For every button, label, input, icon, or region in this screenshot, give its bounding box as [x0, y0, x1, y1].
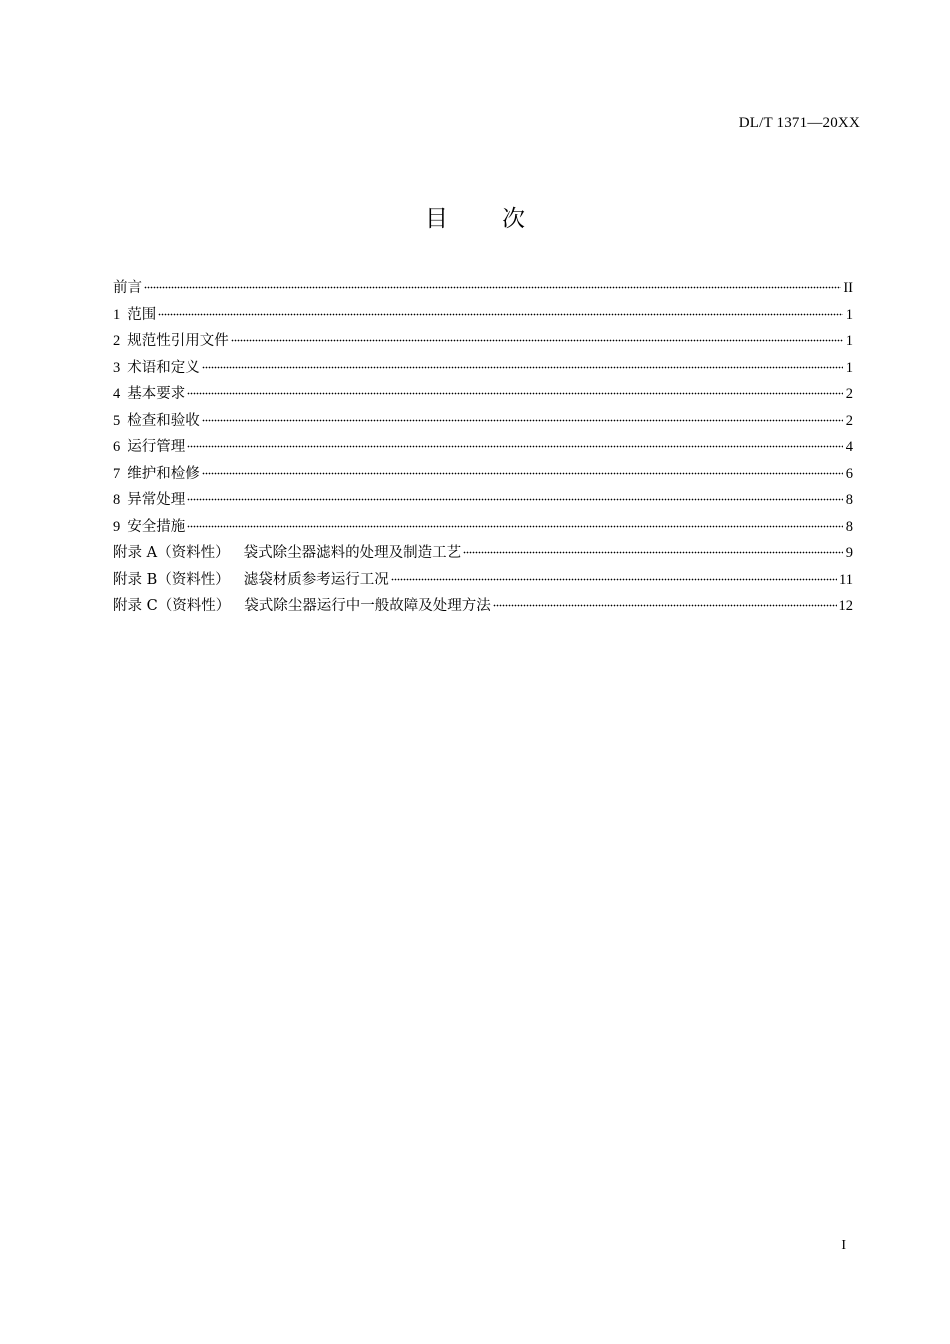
- toc-entry-number: 6: [113, 439, 121, 455]
- toc-entry-8[interactable]: [113, 489, 853, 516]
- toc-entry-page: 8: [845, 518, 853, 535]
- toc-entry-label: 维护和检修: [127, 465, 200, 482]
- toc-leader-dots: [202, 357, 843, 369]
- toc-entry-label-group: [113, 357, 200, 379]
- toc-entry-label: 规范性引用文件: [127, 333, 229, 349]
- toc-entry-page: 8: [845, 492, 853, 508]
- toc-entry-label: 异常处理: [127, 492, 186, 508]
- toc-entry-7[interactable]: [113, 463, 853, 490]
- toc-entry-label: 安全措施: [127, 518, 186, 535]
- toc-entry-page: 2: [845, 412, 853, 429]
- toc-leader-dots: [158, 304, 843, 316]
- toc-entry-page: 1: [845, 333, 853, 349]
- toc-entry-label-group: [113, 410, 200, 432]
- toc-entry-2[interactable]: [113, 330, 853, 357]
- toc-entry-1[interactable]: [113, 304, 853, 331]
- toc-leader-dots: [493, 595, 837, 607]
- toc-entry-label: 袋式除尘器滤料的处理及制造工艺: [243, 545, 462, 561]
- toc-entry-page: 1: [845, 359, 853, 376]
- toc-entry-label-group: [113, 569, 389, 591]
- toc-entry-label: 运行管理: [127, 439, 186, 455]
- toc-leader-dots: [187, 516, 843, 528]
- toc-entry-5[interactable]: [113, 410, 853, 437]
- toc-appendix-tag: 附录 C（资料性）: [113, 598, 231, 614]
- toc-leader-dots: [391, 569, 837, 581]
- title-char-2: 次: [502, 206, 525, 232]
- toc-entry-label: 前言: [113, 280, 142, 296]
- toc-entry-number: 2: [113, 333, 121, 349]
- toc-entry-page: 4: [845, 439, 853, 455]
- toc-entry-number: 5: [113, 412, 121, 429]
- toc-leader-dots: [187, 489, 843, 501]
- toc-entry-label-group: [113, 595, 491, 617]
- toc-entry-label: 基本要求: [127, 386, 186, 402]
- toc-leader-dots: [144, 277, 841, 289]
- table-of-contents: [113, 277, 853, 622]
- toc-entry-label: 术语和定义: [127, 359, 200, 376]
- toc-entry-label-group: [113, 330, 229, 352]
- toc-entry-page: 6: [845, 465, 853, 482]
- toc-entry-number: 1: [113, 306, 121, 323]
- toc-entry-label: 袋式除尘器运行中一般故障及处理方法: [244, 598, 491, 614]
- toc-entry-3[interactable]: [113, 357, 853, 384]
- toc-appendix-tag: 附录 B（资料性）: [113, 571, 230, 588]
- toc-leader-dots: [202, 410, 843, 422]
- toc-entry-page: II: [843, 280, 853, 296]
- toc-entry-label-group: [113, 542, 461, 564]
- toc-leader-dots: [187, 436, 843, 448]
- toc-entry-label-group: [113, 463, 200, 485]
- toc-entry-label-group: [113, 383, 185, 405]
- toc-entry-page: 12: [838, 598, 853, 614]
- toc-entry-number: 8: [113, 492, 121, 508]
- toc-entry-label-group: [113, 304, 156, 326]
- toc-entry-number: 4: [113, 386, 121, 402]
- toc-leader-dots: [202, 463, 843, 475]
- page-title: [0, 200, 950, 233]
- document-code: DL/T 1371—20XX: [738, 115, 860, 131]
- page-number: I: [841, 1238, 846, 1253]
- toc-entry-label: 检查和验收: [127, 412, 200, 429]
- toc-entry-appendix-b[interactable]: [113, 569, 853, 596]
- toc-entry-appendix-a[interactable]: [113, 542, 853, 569]
- toc-entry-page: 1: [845, 306, 853, 323]
- toc-entry-number: 3: [113, 359, 121, 376]
- toc-leader-dots: [231, 330, 843, 342]
- toc-entry-page: 2: [845, 386, 853, 402]
- toc-entry-4[interactable]: [113, 383, 853, 410]
- toc-entry-label-group: [113, 489, 185, 511]
- toc-entry-label: 范围: [127, 306, 157, 323]
- toc-entry-6[interactable]: [113, 436, 853, 463]
- toc-leader-dots: [463, 542, 843, 554]
- toc-entry-page: 9: [845, 545, 853, 561]
- toc-entry-page: 11: [839, 571, 853, 588]
- toc-entry-label-group: [113, 436, 185, 458]
- toc-entry-number: 9: [113, 518, 121, 535]
- toc-leader-dots: [187, 383, 843, 395]
- toc-entry-foreword[interactable]: [113, 277, 853, 304]
- toc-entry-label: 滤袋材质参考运行工况: [243, 571, 389, 588]
- toc-entry-9[interactable]: [113, 516, 853, 543]
- toc-entry-number: 7: [113, 465, 121, 482]
- toc-entry-label-group: [113, 516, 185, 538]
- toc-appendix-tag: 附录 A（资料性）: [113, 545, 230, 561]
- title-char-1: 目: [425, 206, 448, 232]
- toc-entry-appendix-c[interactable]: [113, 595, 853, 622]
